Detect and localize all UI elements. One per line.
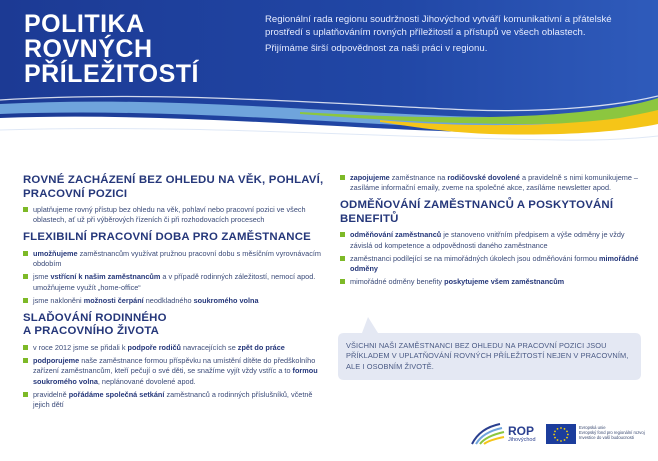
quote-callout [338, 333, 643, 380]
list-item-text: jsme nakloněni [33, 295, 84, 305]
equal-treatment-list [23, 205, 328, 225]
heading-line: ROVNÉ ZACHÁZENÍ BEZ OHLEDU NA VĚK, POHLAVÍ, [23, 174, 324, 186]
emphasis: podporujeme [33, 356, 80, 366]
section-heading-flexible-hours: FLEXIBILNÍ PRACOVNÍ DOBA PRO ZAMĚSTNANCE [23, 231, 311, 244]
section-heading-benefits: ODMĚŇOVÁNÍ ZAMĚSTNANCŮ A POSKYTOVÁNÍ BENEFITŮ [340, 199, 614, 225]
emphasis: soukromého volna [193, 295, 259, 305]
bullet-icon [23, 392, 28, 397]
eu-line: Evropská unie [579, 425, 606, 430]
list-item [340, 230, 640, 250]
list-item [23, 296, 328, 306]
list-item [340, 277, 640, 287]
work-life-list [23, 343, 328, 410]
emphasis: odměňování zaměstnanců [350, 230, 442, 240]
emphasis: mimořádné odměny [350, 253, 639, 274]
intro-text [265, 14, 650, 60]
emphasis: zpět do práce [237, 342, 285, 352]
left-column [23, 174, 328, 416]
list-item-text: a v případě rodinných záležitostí, nemocí apod. umožňujeme využít „home-office“ [33, 272, 316, 292]
page-title [24, 12, 274, 87]
bullet-icon [23, 358, 28, 363]
rop-sublabel: Jihovýchod [508, 437, 536, 443]
list-item-text: , neplánované dovolené apod. [97, 376, 196, 386]
emphasis: vstřícní k našim zaměstnancům [50, 272, 161, 282]
list-item [23, 390, 328, 410]
eu-line: Investice do vaší budoucnosti [579, 435, 634, 441]
bullet-icon [340, 232, 345, 237]
right-column [340, 173, 640, 293]
eu-line: Evropský fond pro regionální rozvoj [579, 430, 645, 436]
list-item-text: uplatňujeme rovný přístup bez ohledu na věk, pohlaví nebo pracovní pozici ve všech oblastech, ať už při výběrových řízeních či při rozhodovacích procesech [33, 205, 306, 225]
title-line-2: ROVNÝCH [24, 35, 153, 63]
bullet-icon [23, 345, 28, 350]
list-item-text: zaměstnancům využívat pružnou pracovní dobu s měsíčním vyrovnávacím obdobím [33, 248, 321, 269]
benefits-list [340, 230, 640, 287]
header-banner [0, 0, 658, 160]
list-item-text: zaměstnance na [389, 173, 448, 182]
bullet-icon [23, 274, 28, 279]
bullet-icon [23, 251, 28, 256]
section-heading-work-life [23, 312, 328, 339]
list-item-text: jsme [33, 272, 51, 282]
emphasis: poskytujeme všem zaměstnancům [444, 277, 565, 287]
list-item [23, 356, 328, 387]
emphasis: formou soukromého volna [33, 366, 318, 386]
list-item [23, 205, 328, 225]
title-line-3: PŘÍLEŽITOSTÍ [24, 60, 199, 88]
bullet-icon [340, 175, 345, 180]
list-item [23, 343, 328, 353]
heading-line: A PRACOVNÍHO ŽIVOTA [23, 325, 160, 338]
heading-line: PRACOVNÍ POZICI [23, 187, 128, 200]
emphasis: podpoře rodičů [127, 342, 182, 352]
emphasis: zapojujeme [350, 173, 390, 182]
intro-paragraph-1: Regionální rada regionu soudržnosti Jihovýchod vytváří komunikativní a přátelské prostředí s uplatňováním rovných příležitostí a přístupů ve všech oblastech. [265, 14, 612, 38]
eu-funding-text [579, 425, 653, 441]
intro-paragraph-2: Přijímáme širší odpovědnost za naši práci v regionu. [265, 43, 488, 54]
list-item-text: v roce 2012 jsme se přidali k [33, 342, 128, 352]
callout-text: VŠICHNI NAŠI ZAMĚSTNANCI BEZ OHLEDU NA PRACOVNÍ POZICI JSOU PŘÍKLADEM V UPLATŇOVÁNÍ ROVNÝCH PŘÍLEŽITOSTÍ NEJEN V PRACOVNÍM, ALE I OSOBNÍM ŽIVOTĚ. [346, 341, 629, 371]
eu-stars-icon [546, 424, 576, 444]
section-heading-equal-treatment [23, 174, 328, 201]
list-item-text: naše zaměstnance formou příspěvku na umístění dítěte do předškolního zařízení zaměstnancům, kteří pečují o své děti, se snažíme vyjít vždy vstříc a to [33, 356, 316, 376]
list-item-text: a pravidelně s nimi komunikujeme – zasíláme informační emaily, zveme na společné akce, zasíláme newsletter apod. [350, 173, 638, 193]
list-item-text: zaměstnanců a rodinných příslušníků, včetně jejich dětí [33, 389, 313, 409]
list-item-text: navracejících se [181, 342, 238, 352]
bullet-icon [23, 298, 28, 303]
rop-logo [470, 422, 536, 448]
list-item-text: je stanoveno vnitřním předpisem a výše odměny je vždy závislá od kompetence a odpovědnosti daného zaměstnance [350, 230, 625, 250]
list-item-text: pravidelně [33, 389, 69, 399]
emphasis: rodičovské dovolené [447, 173, 520, 182]
list-item [23, 272, 328, 292]
parental-leave-list [340, 173, 640, 193]
list-item-text: mimořádné odměny benefity [350, 277, 445, 287]
list-item-text: zaměstnanci podílející se na mimořádných úkolech jsou odměňováni formou [350, 253, 600, 263]
list-item [340, 173, 640, 193]
heading-line: SLAĎOVÁNÍ RODINNÉHO [23, 311, 167, 324]
bullet-icon [340, 279, 345, 284]
rop-arcs-icon [470, 422, 506, 446]
list-item [23, 249, 328, 269]
title-line-1: POLITIKA [24, 10, 145, 38]
bullet-icon [23, 207, 28, 212]
emphasis: umožňujeme [33, 248, 78, 258]
rop-label: ROP [508, 424, 535, 438]
flexible-hours-list [23, 249, 328, 306]
emphasis: možnosti čerpání [83, 295, 144, 305]
emphasis: pořádáme společná setkání [68, 389, 165, 399]
list-item-text: neodkladného [143, 295, 194, 305]
list-item [340, 254, 640, 274]
eu-flag-icon [546, 424, 576, 444]
bullet-icon [340, 256, 345, 261]
